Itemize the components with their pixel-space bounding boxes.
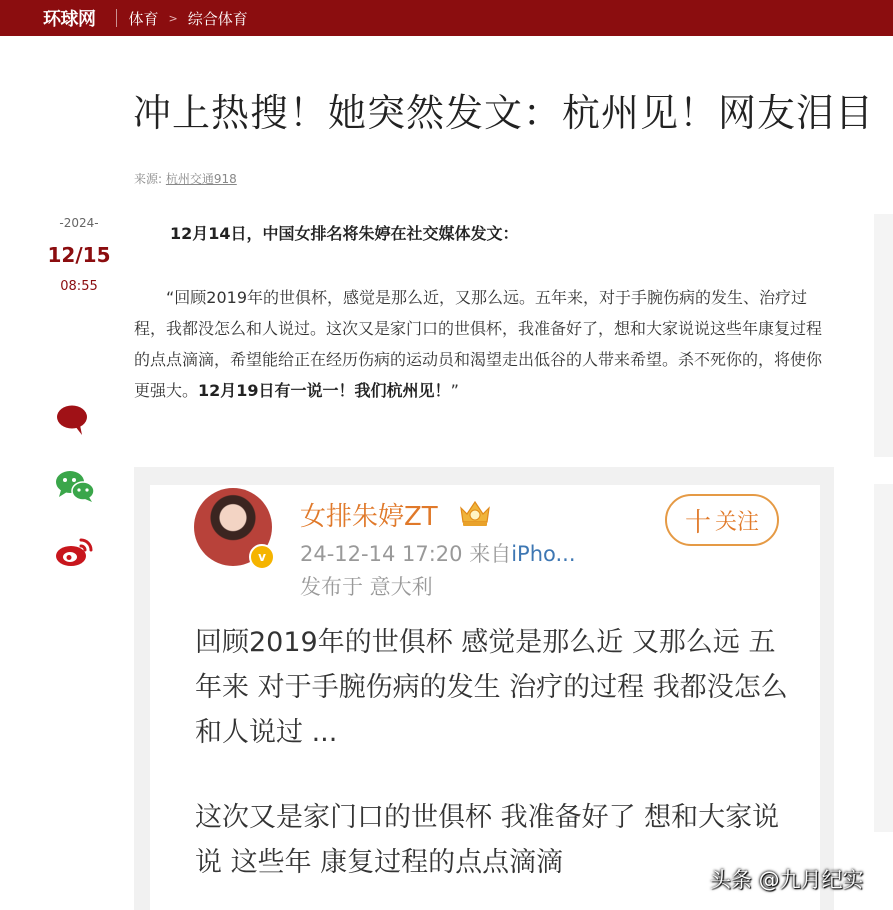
breadcrumb-general-sports[interactable]: 综合体育	[187, 9, 248, 28]
follow-label: 关注	[715, 509, 760, 535]
publish-time: 08:55	[60, 279, 98, 294]
crown-badge-icon	[457, 498, 493, 532]
article-source	[134, 170, 237, 187]
weibo-username[interactable]: 女排朱婷ZT	[300, 502, 438, 532]
top-nav-bar	[0, 0, 893, 36]
post-via-label: 来自	[469, 542, 512, 566]
publish-year: -2024-	[59, 216, 99, 230]
quote-bold-text: 12月19日有一说一！我们杭州见！	[198, 381, 451, 400]
quote-text: “回顾2019年的世俱杯，感觉是那么近，又那么远。五年来，对于手腕伤病的发生、治疗过程，我都没怎么和人说过。这次又是家门口的世俱杯，我准备好了，想和大家说说这些年康复过程的点点滴滴，希望能给正在经历伤病的运动员和渴望走出低谷的人带来希望。杀不死你的，将使你更强大。	[134, 288, 823, 400]
weibo-paragraph: 回顾2019年的世俱杯 感觉是那么近 又那么远 五年来 对于手腕伤病的发生 治疗的过程 我都没怎么和人说过 ...	[195, 627, 788, 748]
publish-date	[40, 216, 118, 294]
watermark: 头条 @九月纪实	[710, 868, 864, 892]
post-timestamp: 24-12-14 17:20	[300, 542, 463, 566]
weibo-post-meta	[300, 538, 576, 568]
publish-day: 12/15	[47, 243, 111, 267]
weibo-paragraph: 这次又是家门口的世俱杯 我准备好了 想和大家说说 这些年 康复过程的点点滴滴	[195, 802, 780, 878]
post-location: 发布于 意大利	[300, 575, 433, 599]
verified-badge: v	[249, 544, 275, 570]
article-quote	[134, 282, 834, 406]
right-sidebar-strip	[874, 214, 893, 457]
article-lead: 12月14日，中国女排名将朱婷在社交媒体发文：	[170, 224, 519, 243]
post-device[interactable]: iPho...	[511, 542, 576, 566]
source-label: 来源:	[134, 172, 163, 186]
article-title: 冲上热搜！她突然发文：杭州见！网友泪目	[133, 91, 875, 135]
weibo-icon[interactable]	[55, 536, 99, 572]
breadcrumb-sports[interactable]: 体育	[128, 9, 159, 28]
nav-divider	[116, 9, 117, 27]
quote-close-mark: ”	[450, 381, 459, 400]
comment-icon[interactable]	[55, 404, 99, 440]
right-sidebar-strip	[874, 484, 893, 832]
follow-button[interactable]	[665, 494, 779, 546]
plus-icon: 十	[684, 507, 711, 538]
site-logo[interactable]: 环球网	[43, 9, 96, 30]
share-toolbar	[55, 404, 99, 602]
wechat-icon[interactable]	[55, 470, 99, 506]
breadcrumb-separator: >	[168, 11, 178, 25]
source-link[interactable]: 杭州交通918	[165, 172, 237, 186]
weibo-post-text	[195, 620, 795, 885]
